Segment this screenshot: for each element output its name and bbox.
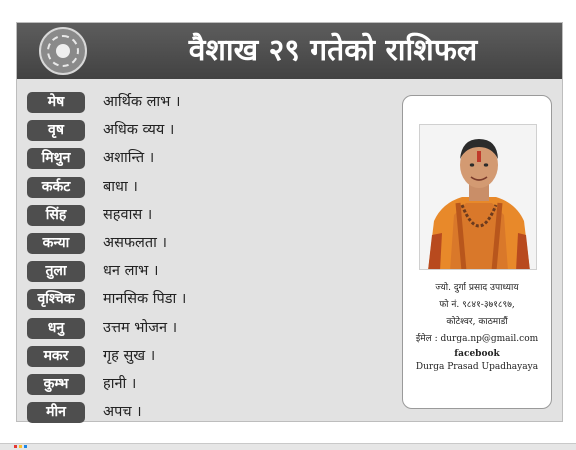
sign-prediction: मानसिक पिडा । xyxy=(103,291,187,308)
sign-prediction: आर्थिक लाभ । xyxy=(103,94,181,110)
footer-dot-red xyxy=(14,445,17,448)
astrologer-photo xyxy=(419,124,537,270)
sign-list xyxy=(27,89,337,427)
zodiac-wheel-icon xyxy=(39,27,87,75)
footer-dot-blue xyxy=(24,445,27,448)
facebook-label: facebook xyxy=(454,349,500,359)
sign-row xyxy=(27,286,337,314)
sign-prediction: अपच । xyxy=(103,404,142,421)
astrologer-card xyxy=(402,95,552,409)
sign-badge: मकर xyxy=(27,346,85,367)
facebook-name: Durga Prasad Upadhayaya xyxy=(415,362,539,372)
sign-prediction: गृह सुख । xyxy=(103,347,156,364)
sign-row xyxy=(27,174,337,202)
sign-prediction: सहवास । xyxy=(103,206,153,223)
header-bar xyxy=(17,23,562,79)
sign-badge: कर्कट xyxy=(27,177,85,198)
sign-row xyxy=(27,371,337,399)
sign-badge: मीन xyxy=(27,402,85,423)
page-title: वैशाख २९ गतेको राशिफल xyxy=(188,33,478,68)
sign-badge: तुला xyxy=(27,261,85,282)
sign-row xyxy=(27,343,337,371)
sign-badge: कुम्भ xyxy=(27,374,85,395)
astrologer-info xyxy=(403,280,551,374)
astrologer-address: कोटेश्वर, काठमाडौं xyxy=(446,317,508,327)
sign-prediction: हानी । xyxy=(103,375,137,392)
sign-badge: वृष xyxy=(27,120,85,141)
sign-row xyxy=(27,258,337,286)
sign-row xyxy=(27,315,337,343)
sign-badge: मिथुन xyxy=(27,148,85,169)
sign-prediction: असफलता । xyxy=(103,234,168,251)
sign-row xyxy=(27,399,337,427)
sign-badge: धनु xyxy=(27,318,85,339)
sign-badge: सिंह xyxy=(27,205,85,226)
sign-prediction: अशान्ति । xyxy=(103,150,155,167)
sign-row xyxy=(27,117,337,145)
sign-row xyxy=(27,89,337,117)
footer-divider xyxy=(0,443,576,450)
sign-prediction: अधिक व्यय । xyxy=(103,122,175,139)
astrologer-name: ज्यो. दुर्गा प्रसाद उपाध्याय xyxy=(435,283,519,293)
sign-prediction: बाधा । xyxy=(103,178,138,195)
sign-prediction: उत्तम भोजन । xyxy=(103,319,178,336)
astrologer-phone: फो नं. ९८४१-३७१८९७, xyxy=(439,300,515,310)
sign-prediction: धन लाभ । xyxy=(103,263,159,280)
sign-badge: वृश्चिक xyxy=(27,289,85,310)
horoscope-panel xyxy=(16,22,563,422)
sign-badge: कन्या xyxy=(27,233,85,254)
sign-badge: मेष xyxy=(27,92,85,113)
sign-row xyxy=(27,145,337,173)
sign-row xyxy=(27,230,337,258)
sign-row xyxy=(27,202,337,230)
footer-dot-yellow xyxy=(19,445,22,448)
astrologer-email: ईमेल : durga.np@gmail.com xyxy=(415,334,539,344)
